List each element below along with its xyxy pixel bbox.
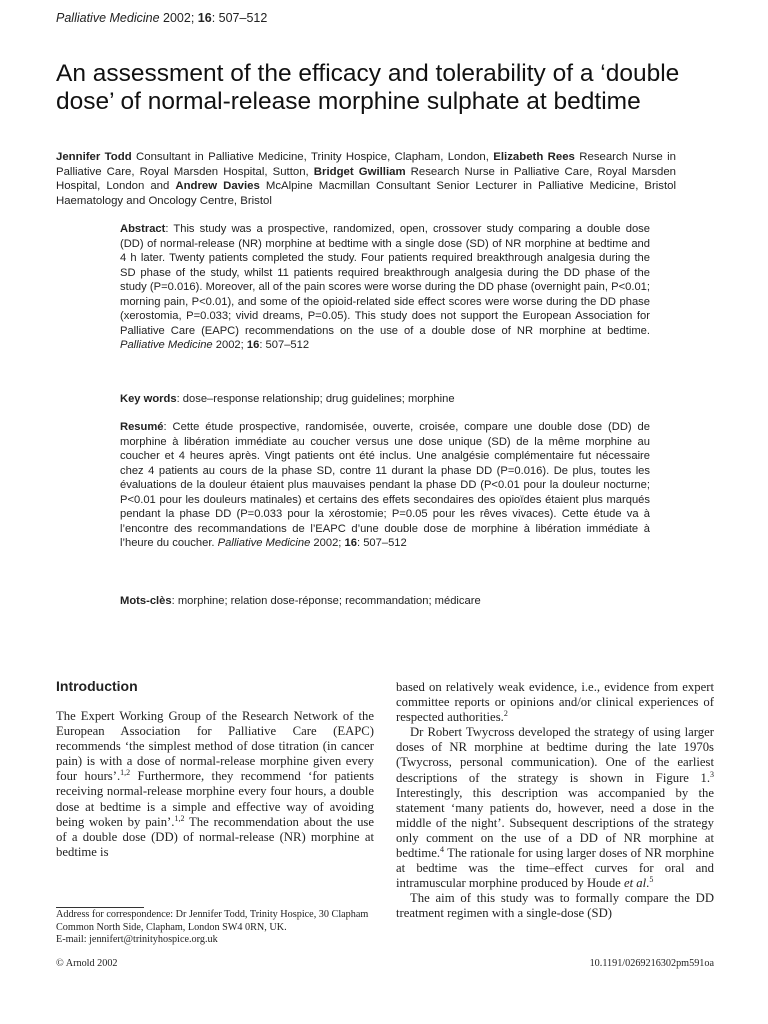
abstract	[120, 222, 650, 353]
author-affiliation: McAlpine Macmillan Consultant Senior Lecturer in Palliative Medicine, Bristol Haematology and Oncology Centre, Bristol	[56, 180, 677, 207]
doi: 10.1191/0269216302pm591oa	[589, 958, 714, 969]
text-run: The rationale for using larger doses of NR morphine at bedtime was the time–effect curves for oral and intramuscular morphine produced by Houde	[396, 846, 714, 891]
text-run: Interestingly, this description was accompanied by the statement ‘many patients do, however, need a dose in the middle of the night’. Subsequent descriptions of the strategy only comment on the use of a DD of NR morphine at bedtime.	[396, 785, 714, 861]
abstract-label: Abstract	[120, 223, 166, 235]
resume-text: : Cette étude prospective, randomisée, ouverte, croisée, compare une double dose (DD) de morphine à libération immédiate au coucher versus une dose unique (SD) de la même morphine au coucher et 4 heures après. Vingt patients ont été inclus. Une analgésie complémentaire fut nécessaire chez 4 patients au cours de la phase SD, contre 11 durant la phase DD (P=0.016). De plus, toutes les évaluations de la douleur étaient plus mauvaises pendant la phase DD (P<0.01 pour la douleur nocturne; P<0.01 pour les douleurs matinales) et certains des effets secondaires des opioïdes étaient plus marqués pendant la phase DD (P=0.033 pour la xérostomie; P=0.05 pour les rêves vivaces). Cette étude va à l’encontre des recommandations de l’EAPC d’une double dose de morphine à libération immédiate à l’heure du coucher.	[120, 421, 650, 549]
citation-pages: : 507–512	[259, 339, 310, 351]
journal-name: Palliative Medicine	[56, 11, 160, 25]
citation-ref: 1,2	[174, 813, 185, 823]
author-name: Elizabeth Rees	[493, 151, 575, 163]
author-name: Andrew Davies	[175, 180, 260, 193]
citation-volume: 16	[246, 339, 260, 351]
text-run: The Expert Working Group of the Research Network of the European Association for Palliative Care (EAPC) recommends ‘the simplest method of dose titration (in cancer pain) is with a dose of normal-release morphine given every four hours’.	[56, 709, 374, 784]
address-email: E-mail: jennifert@trinityhospice.org.uk	[56, 934, 218, 946]
citation-ref: 4	[440, 845, 445, 855]
copyright: © Arnold 2002	[56, 958, 118, 969]
citation-ref: 3	[710, 769, 714, 779]
text-run: .	[646, 876, 650, 891]
article-title: An assessment of the efficacy and tolerability of a ‘double dose’ of normal-release morphine sulphate at bedtime	[56, 60, 680, 115]
citation-ref: 2	[503, 709, 508, 719]
author-affiliation: Research Nurse in Palliative Care, Royal Marsden Hospital, London and	[56, 165, 677, 193]
section-heading: Introduction	[56, 678, 138, 694]
citation-year: 2002;	[310, 537, 345, 549]
paragraph	[396, 680, 714, 725]
running-header	[56, 11, 267, 25]
paragraph	[396, 725, 714, 891]
mots-cles-text: : morphine; relation dose-réponse; recommandation; médicare	[171, 595, 481, 607]
paragraph	[56, 709, 374, 860]
mots-cles-label: Mots-clès	[120, 595, 172, 607]
resume-label: Resumé	[120, 421, 164, 433]
journal-volume: 16	[197, 11, 212, 25]
keywords-label: Key words	[120, 393, 177, 405]
author-name: Bridget Gwilliam	[313, 165, 406, 178]
citation-ref: 5	[649, 875, 654, 885]
paragraph	[396, 891, 714, 921]
author-affiliation: Consultant in Palliative Medicine, Trinity Hospice, Clapham, London,	[131, 151, 494, 163]
text-run: Dr Robert Twycross developed the strategy of using larger doses of NR morphine at bedtime during the late 1970s (Twycross, personal communication). One of the earliest descriptions of the strategy is shown in Figure 1.	[396, 725, 714, 785]
text-run: The recommendation about the use of a double dose (DD) of normal-release (NR) morphine at bedtime is	[56, 814, 374, 859]
address-line: Address for correspondence: Dr Jennifer Todd, Trinity Hospice, 30 Clapham Common North Side, Clapham, London SW4 0RN, UK.	[56, 909, 369, 933]
author-name: Jennifer Todd	[56, 151, 132, 163]
citation-volume: 16	[344, 537, 357, 549]
journal-year: 2002;	[163, 11, 195, 25]
text-run: et al	[623, 876, 647, 891]
keywords	[120, 392, 650, 407]
citation-pages: : 507–512	[356, 537, 407, 549]
abstract-text: : This study was a prospective, randomized, open, crossover study comparing a double dose (DD) of normal-release (NR) morphine at bedtime with a single dose (SD) of NR morphine at bedtime and 4 h later. Twenty patients completed the study. Four patients required breakthrough analgesia during the SD phase of the study, whilst 11 patients required breakthrough analgesia during the DD phase of the study (P=0.016). Moreover, all of the pain scores were worse during the DD phase (overnight pain, P<0.01; morning pain, P<0.01), and some of the opioid-related side effect scores were worse during the DD phase (xerostomia, P=0.033; vivid dreams, P=0.05). This study does not support the European Association for Palliative Care (EAPC) recommendations on the use of a double dose of NR morphine at bedtime.	[120, 223, 650, 337]
mots-cles	[120, 594, 650, 609]
resume	[120, 420, 650, 551]
text-run: Furthermore, they recommend ‘for patients receiving normal-release morphine every four hours, a double dose at bedtime is a simple and effective way of avoiding being woken by pain’.	[56, 769, 374, 829]
author-affiliation: Research Nurse in Palliative Care, Royal Marsden Hospital, Sutton,	[56, 151, 676, 178]
text-run: based on relatively weak evidence, i.e., evidence from expert committee reports or opinions and/or clinical experiences of respected authorities.	[396, 680, 714, 725]
correspondence-address	[56, 909, 376, 947]
citation-ref: 1,2	[120, 768, 131, 778]
footnote-divider	[56, 907, 144, 908]
citation-year: 2002;	[212, 339, 247, 351]
keywords-text: : dose–response relationship; drug guidelines; morphine	[176, 393, 455, 405]
citation-journal: Palliative Medicine	[120, 339, 213, 351]
body-column-right	[396, 680, 714, 922]
citation-journal: Palliative Medicine	[217, 537, 311, 549]
journal-pages: : 507–512	[211, 11, 268, 25]
author-list	[56, 150, 676, 208]
text-run: The aim of this study was to formally compare the DD treatment regimen with a single-dose (SD)	[396, 891, 714, 921]
body-column-left	[56, 709, 374, 860]
